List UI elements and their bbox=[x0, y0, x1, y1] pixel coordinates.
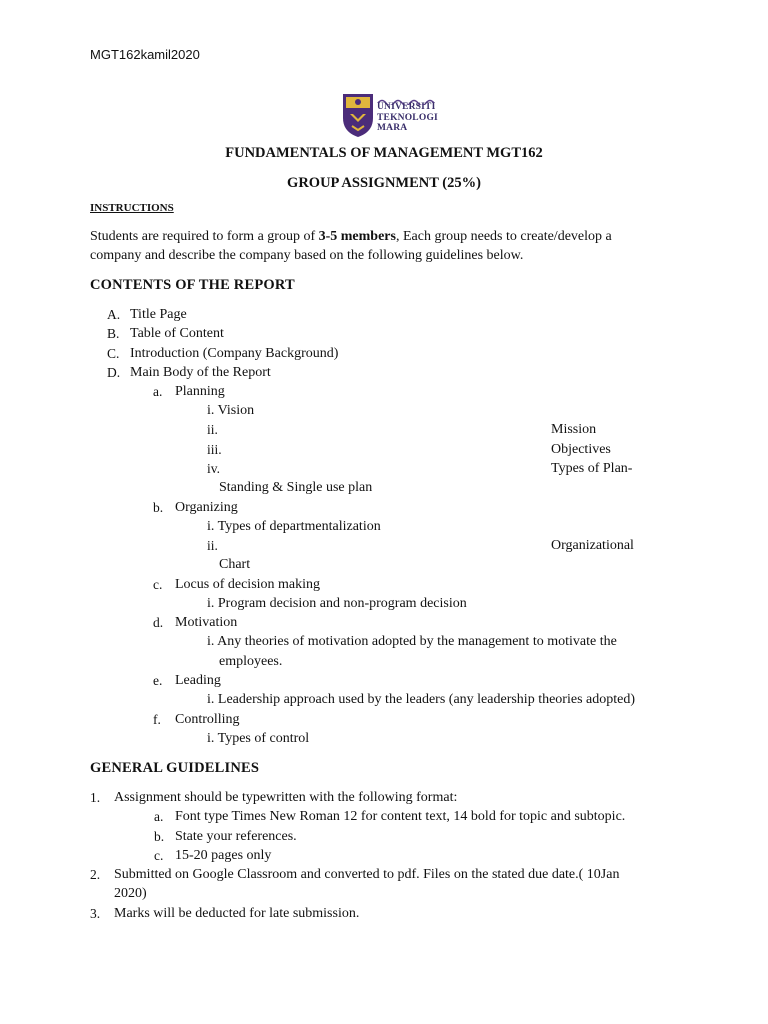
list-marker: B. bbox=[107, 326, 120, 341]
sub-sub-marker: iv. bbox=[207, 461, 220, 476]
logo-line-3: MARA bbox=[377, 123, 408, 133]
guidelines-heading: GENERAL GUIDELINES bbox=[90, 760, 260, 776]
document-code: MGT162kamil2020 bbox=[90, 47, 200, 62]
sub-marker: d. bbox=[153, 615, 164, 630]
guideline-marker: 2. bbox=[90, 867, 101, 882]
organizing-label: Organizing bbox=[175, 500, 238, 515]
guideline-1b: State your references. bbox=[175, 829, 297, 844]
instructions-line-2: company and describe the company based on the following guidelines below. bbox=[90, 248, 524, 263]
planning-label: Planning bbox=[175, 384, 225, 399]
logo-wordmark bbox=[377, 102, 438, 134]
assignment-title: GROUP ASSIGNMENT (25%) bbox=[287, 175, 481, 191]
list-item: Introduction (Company Background) bbox=[130, 346, 339, 361]
guideline-1: Assignment should be typewritten with the following format: bbox=[114, 790, 458, 805]
list-marker: A. bbox=[107, 307, 121, 322]
instructions-text-a: Students are required to form a group of bbox=[90, 229, 319, 244]
guideline-sub-marker: c. bbox=[154, 848, 164, 863]
locus-label: Locus of decision making bbox=[175, 577, 321, 592]
sub-marker: a. bbox=[153, 384, 163, 399]
guideline-2-cont: 2020) bbox=[114, 886, 147, 901]
instructions-heading: INSTRUCTIONS bbox=[90, 202, 174, 214]
instructions-bold: 3-5 members bbox=[318, 229, 396, 244]
motivation-label: Motivation bbox=[175, 615, 238, 630]
logo-line-2: TEKNOLOGI bbox=[377, 112, 438, 123]
instructions-text-b: , Each group needs to create/develop a bbox=[395, 229, 612, 244]
organizing-chart: Organizational bbox=[551, 538, 634, 553]
sub-sub-marker: ii. bbox=[207, 538, 218, 553]
list-marker: D. bbox=[107, 365, 121, 380]
list-item: Main Body of the Report bbox=[130, 365, 271, 380]
contents-heading: CONTENTS OF THE REPORT bbox=[90, 277, 295, 293]
course-title: FUNDAMENTALS OF MANAGEMENT MGT162 bbox=[225, 145, 543, 161]
guideline-1c: 15-20 pages only bbox=[175, 848, 272, 863]
guideline-marker: 1. bbox=[90, 790, 101, 805]
sub-marker: f. bbox=[153, 712, 161, 727]
planning-types-of-plan: Types of Plan- bbox=[551, 461, 633, 476]
planning-vision: i. Vision bbox=[207, 403, 255, 418]
organizing-chart-cont: Chart bbox=[219, 557, 251, 572]
locus-item: i. Program decision and non-program decision bbox=[207, 596, 467, 611]
guideline-1a: Font type Times New Roman 12 for content text, 14 bold for topic and subtopic. bbox=[175, 809, 626, 824]
controlling-label: Controlling bbox=[175, 712, 240, 727]
organizing-departmentalization: i. Types of departmentalization bbox=[207, 519, 381, 534]
sub-marker: e. bbox=[153, 673, 163, 688]
guideline-sub-marker: a. bbox=[154, 809, 164, 824]
instructions-line-1 bbox=[90, 229, 612, 245]
leading-item: i. Leadership approach used by the leaders (any leadership theories adopted) bbox=[207, 692, 635, 707]
jawi-script-icon bbox=[377, 92, 439, 100]
uitm-logo bbox=[341, 92, 441, 138]
motivation-item: i. Any theories of motivation adopted by the management to motivate the bbox=[207, 634, 617, 649]
sub-sub-marker: iii. bbox=[207, 442, 222, 457]
guideline-sub-marker: b. bbox=[154, 829, 165, 844]
uitm-crest-icon bbox=[341, 92, 375, 138]
guideline-2: Submitted on Google Classroom and converted to pdf. Files on the stated due date.( 10Jan bbox=[114, 867, 620, 882]
sub-marker: c. bbox=[153, 577, 163, 592]
planning-mission: Mission bbox=[551, 422, 597, 437]
planning-types-cont: Standing & Single use plan bbox=[219, 480, 373, 495]
logo-line-1: UNIVERSITI bbox=[377, 102, 436, 112]
guideline-3: Marks will be deducted for late submission. bbox=[114, 906, 360, 921]
planning-objectives: Objectives bbox=[551, 442, 611, 457]
motivation-item-cont: employees. bbox=[219, 654, 283, 669]
controlling-item: i. Types of control bbox=[207, 731, 310, 746]
list-item: Title Page bbox=[130, 307, 187, 322]
guideline-marker: 3. bbox=[90, 906, 101, 921]
sub-sub-marker: ii. bbox=[207, 422, 218, 437]
list-item: Table of Content bbox=[130, 326, 224, 341]
list-marker: C. bbox=[107, 346, 120, 361]
leading-label: Leading bbox=[175, 673, 221, 688]
sub-marker: b. bbox=[153, 500, 164, 515]
